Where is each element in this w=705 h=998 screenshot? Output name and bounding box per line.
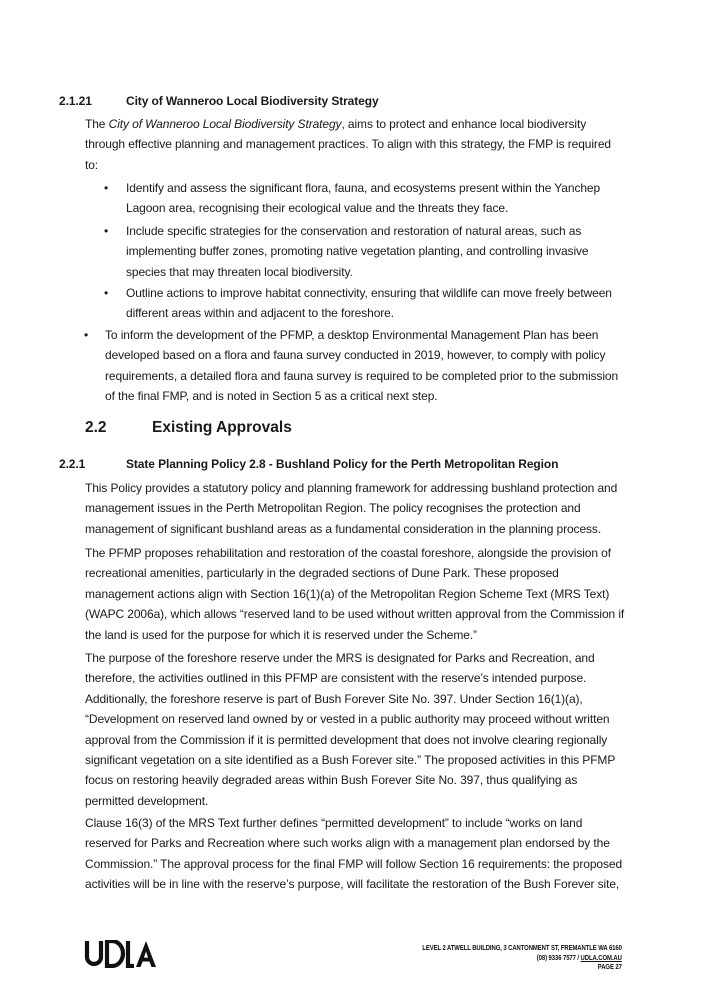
bullet-icon: •: [104, 286, 109, 300]
footer-contact-line: (08) 9336 7577 / UDLA.COM.AU: [536, 952, 622, 962]
bullet-icon: •: [104, 224, 109, 238]
footer-address: LEVEL 2 ATWELL BUILDING, 3 CANTONMENT ST, FREMANTLE WA 6160: [422, 943, 622, 952]
footer-phone: (08) 9336 7577: [536, 952, 577, 962]
bullet-icon: •: [104, 181, 109, 195]
heading-title: Existing Approvals: [152, 419, 292, 436]
udla-logo: [84, 940, 159, 973]
footer-website-link[interactable]: UDLA.COM.AU: [580, 952, 622, 962]
heading-number: 2.2: [85, 419, 107, 436]
paragraph: The purpose of the foreshore reserve under the MRS is designated for Parks and Recreation, and therefore, the activities outlined in this PFMP are consistent with the reserve’s intended purpose. Additionally, the foreshore reserve is part of Bush Forever Site No. 397. Under Section 16(1)(a), “Development on reserved land owned by or vested in a public authority may proceed without written approval from the Commission if it is permitted development that does not involve clearing regionally significant vegetation on a site identified as a Bush Forever site.” The proposed activities in this PFMP focus on restoring heavily degraded areas within Bush Forever Site No. 397, thus qualifying as permitted development.: [85, 651, 616, 808]
heading-title: State Planning Policy 2.8 - Bushland Policy for the Perth Metropolitan Region: [126, 457, 559, 471]
heading-number: 2.2.1: [59, 457, 86, 471]
heading-title: City of Wanneroo Local Biodiversity Strategy: [126, 94, 379, 108]
page-number: PAGE 27: [597, 962, 622, 972]
bullet-icon: •: [84, 328, 89, 342]
paragraph: This Policy provides a statutory policy and planning framework for addressing bushland protection and management issues in the Perth Metropolitan Region. The policy recognises the protection and management of significant bushland areas as a fundamental consideration in the planning process.: [85, 481, 618, 536]
udla-logo-icon: [84, 940, 159, 968]
heading-number: 2.1.21: [59, 94, 92, 108]
document-page: 2.1.21 City of Wanneroo Local Biodiversity Strategy The City of Wanneroo Local Biodiversity Strategy, aims to protect and enhance local biodiversity through effective planning and management practices. To align with this strategy, the FMP is required to: • Identify and assess the significant flora, fauna, and ecosystems present within the Yanchep Lagoon area, recognising their ecological value and the threats they face. • Include specific strategies for the conservation and restoration of natural areas, such as implementing buffer zones, promoting native vegetation planting, and controlling invasive species that may threaten local biodiversity. • Outline actions to improve habitat connectivity, ensuring that wildlife can move freely between different areas within and adjacent to the foreshore. • To inform the development of the PFMP, a desktop Environmental Management Plan has been developed based on a flora and fauna survey conducted in 2019, however, to comply with policy requirements, a detailed flora and fauna survey is required to be completed prior to the submission of the final FMP, and is noted in Section 5 as a critical next step. 2.2 Existing Approvals 2.2.1 State Planning Policy 2.8 - Bushland Policy for the Perth Metropolitan Region This Policy provides a statutory policy and planning framework for addressing bushland protection and management issues in the Perth Metropolitan Region. The policy recognises the protection and management of significant bushland areas as a fundamental consideration in the planning process. The PFMP proposes rehabilitation and restoration of the coastal foreshore, alongside the provision of recreational amenities, particularly in the degraded sections of Dune Park. These proposed management actions align with Section 16(1)(a) of the Metropolitan Region Scheme Text (MRS Text) (WAPC 2006a), which allows “reserved land to be used without written approval from the Commission if the land is used for the purpose for which it is reserved under the Scheme.” The purpose of the foreshore reserve under the MRS is designated for Parks and Recreation, and therefore, the activities outlined in this PFMP are consistent with the reserve’s intended purpose. Additionally, the foreshore reserve is part of Bush Forever Site No. 397. Under Section 16(1)(a), “Development on reserved land owned by or vested in a public authority may proceed without written approval from the Commission if it is permitted development that does not involve clearing regionally significant vegetation on a site identified as a Bush Forever site.” The proposed activities in this PFMP focus on restoring heavily degraded areas within Bush Forever Site No. 397, thus qualifying as permitted development. Clause 16(3) of the MRS Text further defines “permitted development” to include “works on land reserved for Parks and Recreation where such works align with a management plan endorsed by the Commission.” The approval process for the final FMP will follow Section 16 requirements: the proposed activities will be in line with the reserve’s purpose, will facilitate the restoration of the Bush Forever site, LEVEL 2 ATWELL BUILDING, 3 CANTONMENT ST, FREMANTLE WA 6160 (08) 9336 7577 / UDLA.COM.AU PAGE 27: [59, 94, 625, 972]
strategy-title-italic: City of Wanneroo Local Biodiversity Strategy: [108, 117, 342, 131]
footer-contact: [422, 943, 622, 972]
biodiversity-intro-paragraph: The City of Wanneroo Local Biodiversity Strategy, aims to protect and enhance local biodiversity through effective planning and management practices. To align with this strategy, the FMP is required to:: [85, 117, 611, 172]
paragraph: The PFMP proposes rehabilitation and restoration of the coastal foreshore, alongside the provision of recreational amenities, particularly in the degraded sections of Dune Park. These proposed management actions align with Section 16(1)(a) of the Metropolitan Region Scheme Text (MRS Text) (WAPC 2006a), which allows “reserved land to be used without written approval from the Commission if the land is used for the purpose for which it is reserved under the Scheme.”: [85, 546, 625, 642]
paragraph: Clause 16(3) of the MRS Text further defines “permitted development” to include “works on land reserved for Parks and Recreation where such works align with a management plan endorsed by the Commission.” The approval process for the final FMP will follow Section 16 requirements: the proposed activities will be in line with the reserve’s purpose, will facilitate the restoration of the Bush Forever site,: [85, 816, 623, 892]
